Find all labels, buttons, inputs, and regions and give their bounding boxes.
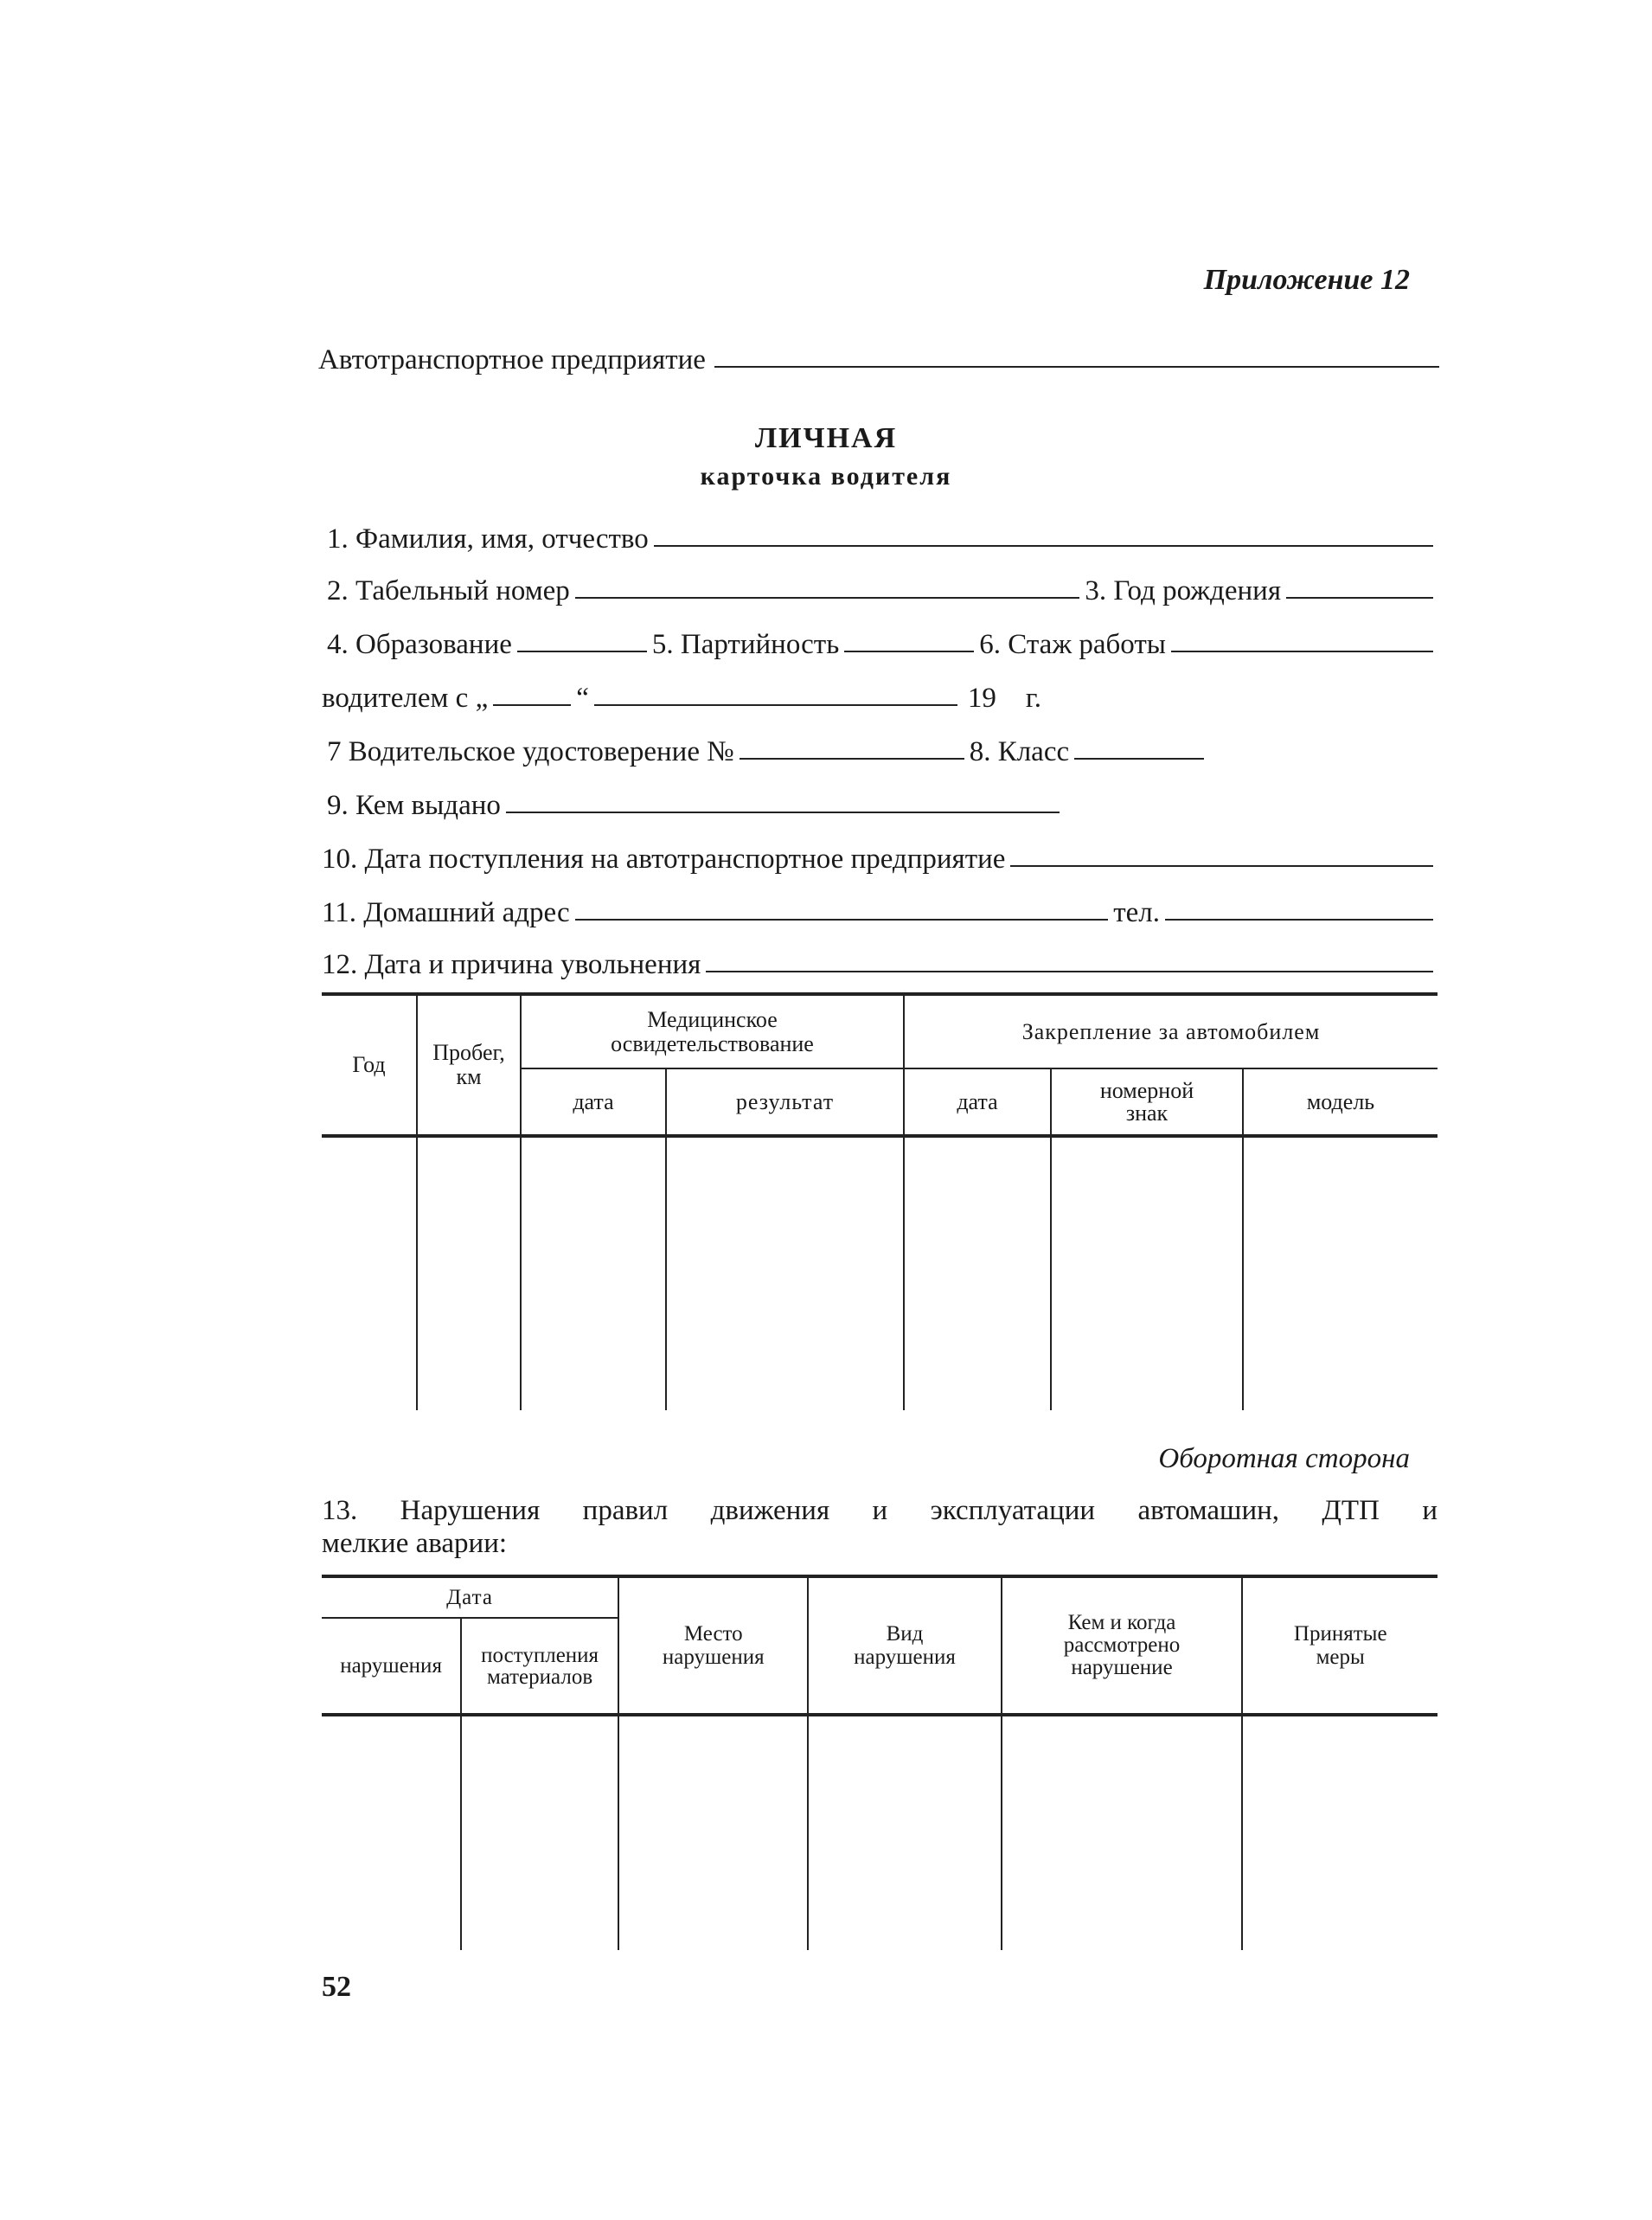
- col-mileage: Пробег, км: [417, 994, 521, 1136]
- field-row-4: [322, 677, 1433, 715]
- section-13-heading-cont: мелкие аварии:: [322, 1528, 508, 1559]
- col-materials-date: поступления материалов: [461, 1618, 618, 1715]
- enterprise-label: Автотранспортное предприятие: [318, 344, 706, 375]
- col-assignment: Закрепление за автомобилем: [904, 994, 1437, 1068]
- col-med-result: результат: [666, 1068, 904, 1136]
- table-cell[interactable]: [417, 1136, 521, 1410]
- field-issued-by-line[interactable]: [506, 812, 1060, 813]
- field-row-9: [322, 943, 1438, 981]
- violations-table: [322, 1575, 1437, 1950]
- col-assign-date: дата: [904, 1068, 1051, 1136]
- table-cell[interactable]: [1051, 1136, 1243, 1410]
- col-violation-date: нарушения: [322, 1618, 461, 1715]
- driver-record-table: [322, 992, 1437, 1410]
- page-number: 52: [322, 1971, 351, 2003]
- enterprise-row: [318, 344, 1439, 376]
- col-place: Место нарушения: [618, 1576, 808, 1715]
- field-phone-label: тел.: [1113, 897, 1160, 928]
- field-tab-number-line[interactable]: [575, 597, 1080, 599]
- field-address-label: 11. Домашний адрес: [322, 897, 570, 928]
- field-dismissal-line[interactable]: [706, 971, 1433, 972]
- table-cell[interactable]: [618, 1715, 808, 1950]
- field-education-label: 4. Образование: [327, 629, 512, 660]
- field-license-line[interactable]: [740, 758, 964, 760]
- field-class-line[interactable]: [1074, 758, 1204, 760]
- field-tab-number-label: 2. Табельный номер: [327, 575, 570, 606]
- field-driver-since-day-line[interactable]: [493, 704, 571, 706]
- table-row: [322, 1136, 1437, 1410]
- field-driver-since-year: 19: [967, 683, 996, 714]
- field-row-7: [322, 837, 1438, 876]
- col-plate: номерной знак: [1051, 1068, 1243, 1136]
- field-hire-date-line[interactable]: [1010, 865, 1433, 867]
- field-class-label: 8. Класс: [969, 736, 1070, 767]
- field-education-line[interactable]: [517, 651, 647, 652]
- col-type: Вид нарушения: [808, 1576, 1001, 1715]
- field-license-label: 7 Водительское удостоверение №: [327, 736, 734, 767]
- field-name-label: 1. Фамилия, имя, отчество: [327, 523, 649, 555]
- field-row-6: [327, 784, 1438, 822]
- card-title: ЛИЧНАЯ: [754, 422, 898, 454]
- col-med-date: дата: [521, 1068, 666, 1136]
- field-dismissal-label: 12. Дата и причина увольнения: [322, 949, 701, 980]
- table-cell[interactable]: [1243, 1136, 1437, 1410]
- table-cell[interactable]: [461, 1715, 618, 1950]
- col-date: Дата: [322, 1576, 618, 1618]
- card-subtitle: карточка водителя: [700, 462, 952, 491]
- field-row-8: [322, 891, 1438, 929]
- col-model: модель: [1243, 1068, 1437, 1136]
- field-name-line[interactable]: [654, 545, 1433, 547]
- field-driver-since-month-line[interactable]: [594, 704, 957, 706]
- table-cell[interactable]: [1242, 1715, 1437, 1950]
- field-birth-year-line[interactable]: [1286, 597, 1433, 599]
- field-driver-since-label: водителем с „: [322, 683, 489, 714]
- field-hire-date-label: 10. Дата поступления на автотранспортное предприятие: [322, 844, 1006, 875]
- table-cell[interactable]: [904, 1136, 1051, 1410]
- reverse-side-label: Оборотная сторона: [1158, 1443, 1410, 1474]
- col-medical: Медицинское освидетельствование: [521, 994, 904, 1068]
- table-row: [322, 1715, 1437, 1950]
- field-experience-label: 6. Стаж работы: [979, 629, 1166, 660]
- table-cell[interactable]: [808, 1715, 1001, 1950]
- field-row-5: [327, 730, 1438, 768]
- field-row-2: [327, 569, 1438, 607]
- table-cell[interactable]: [322, 1136, 417, 1410]
- field-party-line[interactable]: [844, 651, 974, 652]
- field-address-line[interactable]: [575, 919, 1109, 921]
- field-experience-line[interactable]: [1171, 651, 1433, 652]
- table-cell[interactable]: [666, 1136, 904, 1410]
- field-row-1: [327, 517, 1438, 555]
- col-reviewed: Кем и когда рассмотрено нарушение: [1002, 1576, 1243, 1715]
- col-year: Год: [322, 994, 417, 1136]
- section-13-heading: 13. Нарушения правил движения и эксплуатации автомашин, ДТП и: [322, 1495, 1437, 1526]
- table-cell[interactable]: [322, 1715, 461, 1950]
- field-birth-year-label: 3. Год рождения: [1085, 575, 1281, 606]
- col-measures: Принятые меры: [1242, 1576, 1437, 1715]
- table-cell[interactable]: [1002, 1715, 1243, 1950]
- field-driver-since-g: г.: [1025, 683, 1041, 714]
- field-issued-by-label: 9. Кем выдано: [327, 790, 501, 821]
- table-cell[interactable]: [521, 1136, 666, 1410]
- field-driver-since-quote: “: [576, 683, 589, 714]
- enterprise-field-line[interactable]: [714, 366, 1439, 368]
- field-phone-line[interactable]: [1165, 919, 1433, 921]
- field-row-3: [327, 623, 1438, 661]
- appendix-label: Приложение 12: [1203, 264, 1410, 296]
- field-party-label: 5. Партийность: [651, 629, 840, 660]
